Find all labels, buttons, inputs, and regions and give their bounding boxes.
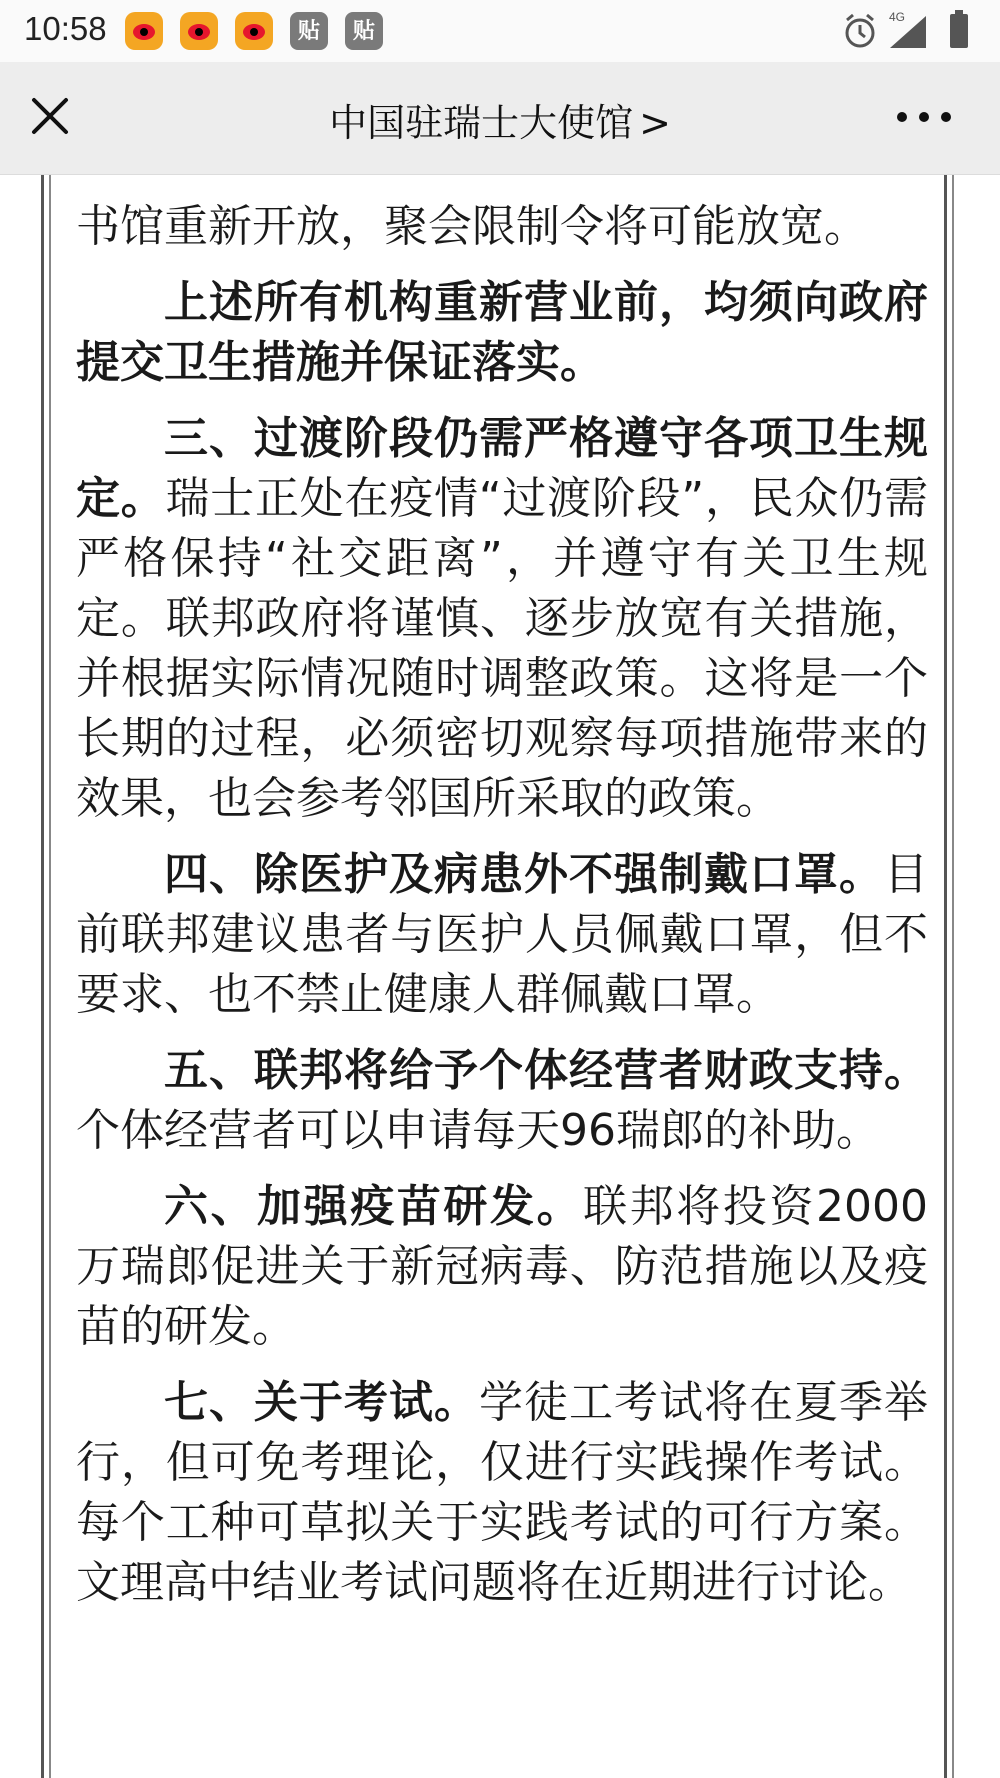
status-time: 10:58 (24, 10, 107, 47)
alarm-icon (843, 12, 877, 50)
weibo-icon (235, 12, 273, 50)
battery-icon (948, 10, 970, 50)
article-body (76, 197, 928, 1629)
more-icon[interactable] (892, 102, 956, 132)
paragraph-library: 书馆重新开放，聚会限制令将可能放宽。 (76, 201, 868, 252)
paragraph-vaccine-research: 六、加强疫苗研发。联邦将投资2000万瑞郎促进关于新冠病毒、防范措施以及疫苗的研发。 (76, 1181, 928, 1352)
page-border-left-inner (49, 175, 51, 1778)
page-border-left (41, 175, 44, 1778)
title-bar (0, 62, 1000, 175)
chevron-right-icon: > (639, 101, 671, 145)
paragraph-exams: 七、关于考试。学徒工考试将在夏季举行，但可免考理论，仅进行实践操作考试。每个工种可草拟关于实践考试的可行方案。文理高中结业考试问题将在近期进行讨论。 (76, 1377, 928, 1608)
signal-icon (888, 14, 928, 50)
weibo-icon (180, 12, 218, 50)
paragraph-self-employed-support: 五、联邦将给予个体经营者财政支持。个体经营者可以申请每天96瑞郎的补助。 (76, 1045, 928, 1156)
tieba-icon: 贴 (345, 12, 383, 50)
network-label: 4G (889, 10, 906, 24)
page-title[interactable]: 中国驻瑞士大使馆 > (329, 101, 671, 145)
weibo-icon (125, 12, 163, 50)
article-content (0, 175, 1000, 1778)
paragraph-masks: 四、除医护及病患外不强制戴口罩。目前联邦建议患者与医护人员佩戴口罩，但不要求、也不禁止健康人群佩戴口罩。 (76, 849, 928, 1020)
paragraph-transition-phase: 三、过渡阶段仍需严格遵守各项卫生规定。瑞士正处在疫情“过渡阶段”，民众仍需严格保持“社交距离”，并遵守有关卫生规定。联邦政府将谨慎、逐步放宽有关措施，并根据实际情况随时调整政策。这将是一个长期的过程，必须密切观察每项措施带来的效果，也会参考邻国所采取的政策。 (76, 413, 929, 824)
status-bar (0, 0, 1000, 62)
page-border-right (944, 175, 947, 1778)
tieba-icon: 贴 (290, 12, 328, 50)
paragraph-hygiene-requirement: 上述所有机构重新营业前，均须向政府提交卫生措施并保证落实。 (76, 277, 928, 388)
page-border-right-inner (952, 175, 954, 1778)
